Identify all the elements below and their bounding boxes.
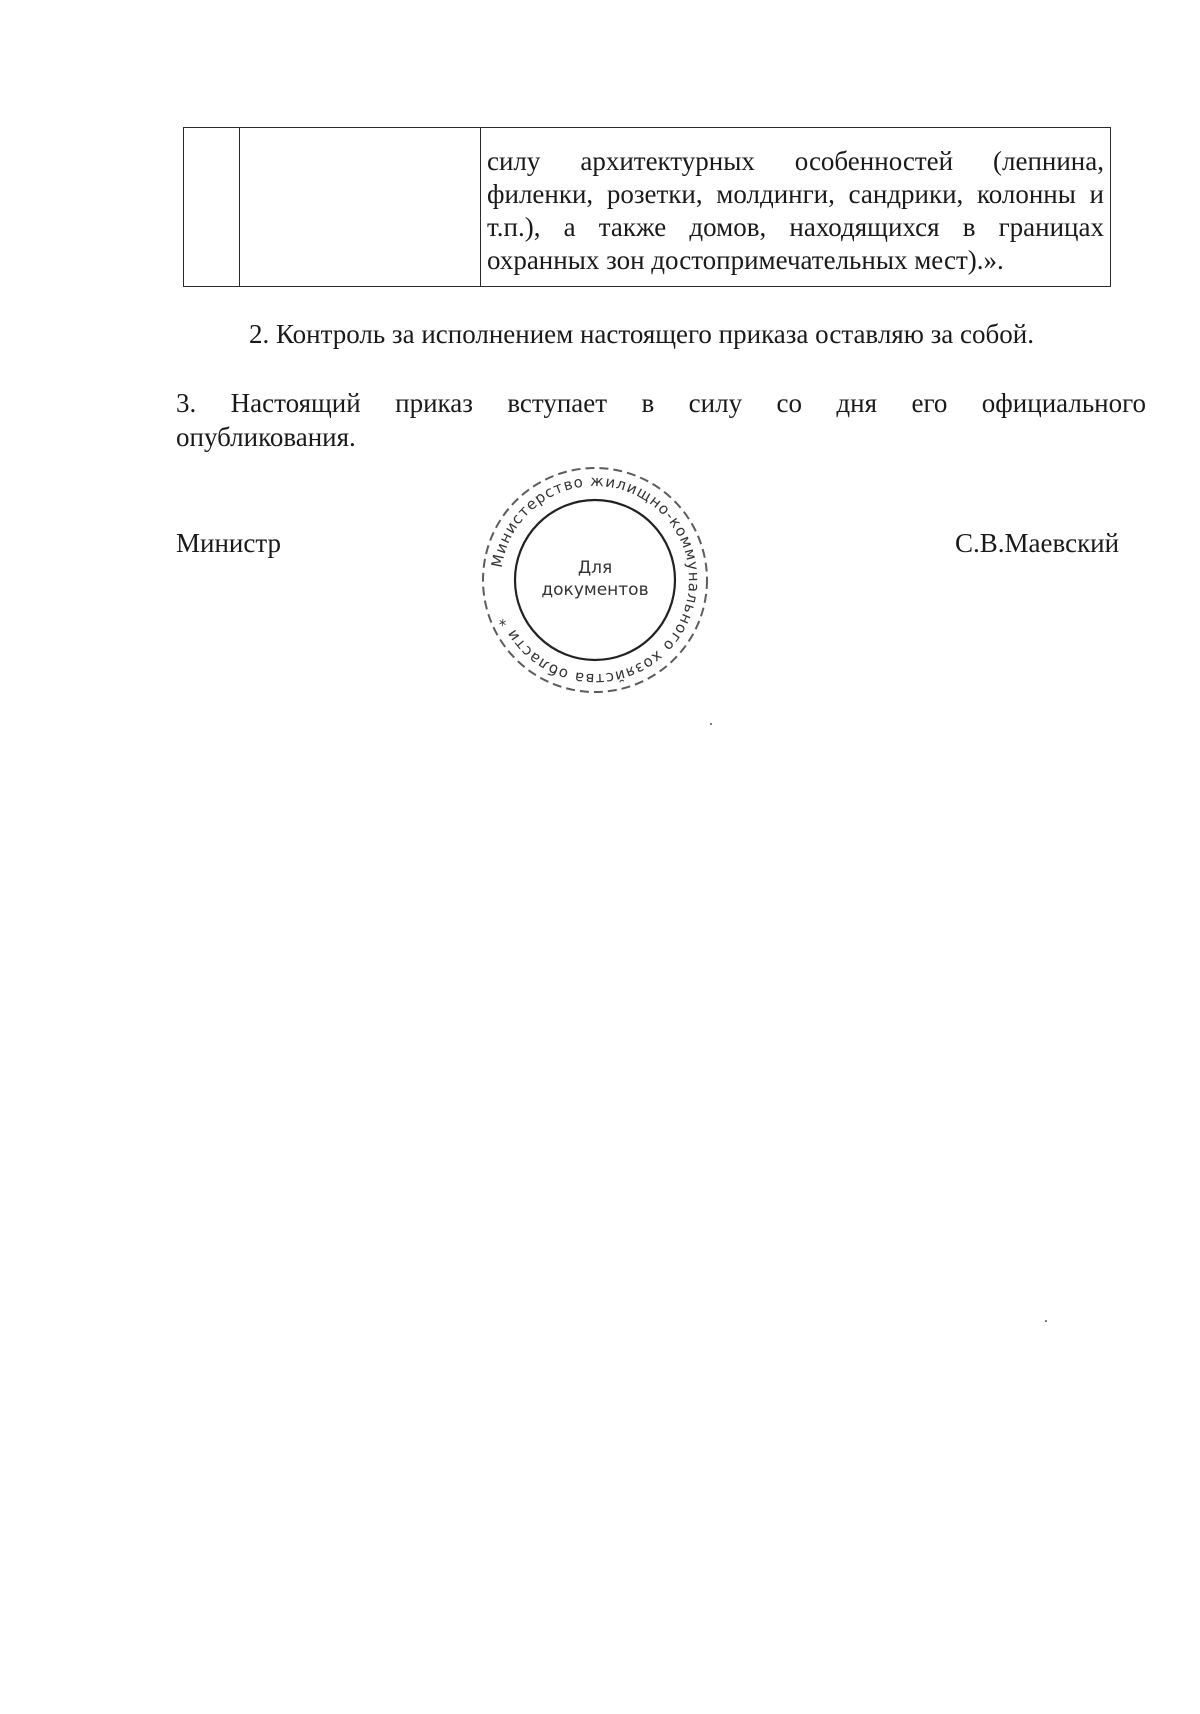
table-cell-content xyxy=(481,128,1111,287)
signatory-name: С.В.Маевский xyxy=(955,528,1120,558)
signatory-position: Министр xyxy=(176,528,281,558)
table-cell-number xyxy=(184,128,240,287)
amendment-table xyxy=(183,127,1111,287)
table-cell-line: т.п.), а также домов, находящихся в границах xyxy=(487,212,1104,242)
stamp-center-line1: Для xyxy=(577,558,613,578)
paragraph-effective-line2: опубликования. xyxy=(176,422,356,452)
official-stamp xyxy=(470,455,720,705)
paragraph-effective-line1: 3. Настоящий приказ вступает в силу со дня его официального xyxy=(176,388,1146,418)
paragraph-control: 2. Контроль за исполнением настоящего приказа оставляю за собой. xyxy=(249,319,1034,349)
scan-speck xyxy=(1045,1320,1047,1322)
table-cell-line: филенки, розетки, молдинги, сандрики, колонны и xyxy=(487,179,1104,209)
table-row xyxy=(184,128,1111,287)
scan-speck xyxy=(710,723,712,725)
stamp-center-line2: документов xyxy=(541,580,649,600)
table-cell-name xyxy=(240,128,481,287)
table-cell-line: силу архитектурных особенностей (лепнина, xyxy=(487,146,1104,176)
stamp-ring-text: Министерство жилищно-коммунального хозяйства области * xyxy=(487,471,704,689)
table-cell-line: охранных зон достопримечательных мест).». xyxy=(487,245,1004,275)
